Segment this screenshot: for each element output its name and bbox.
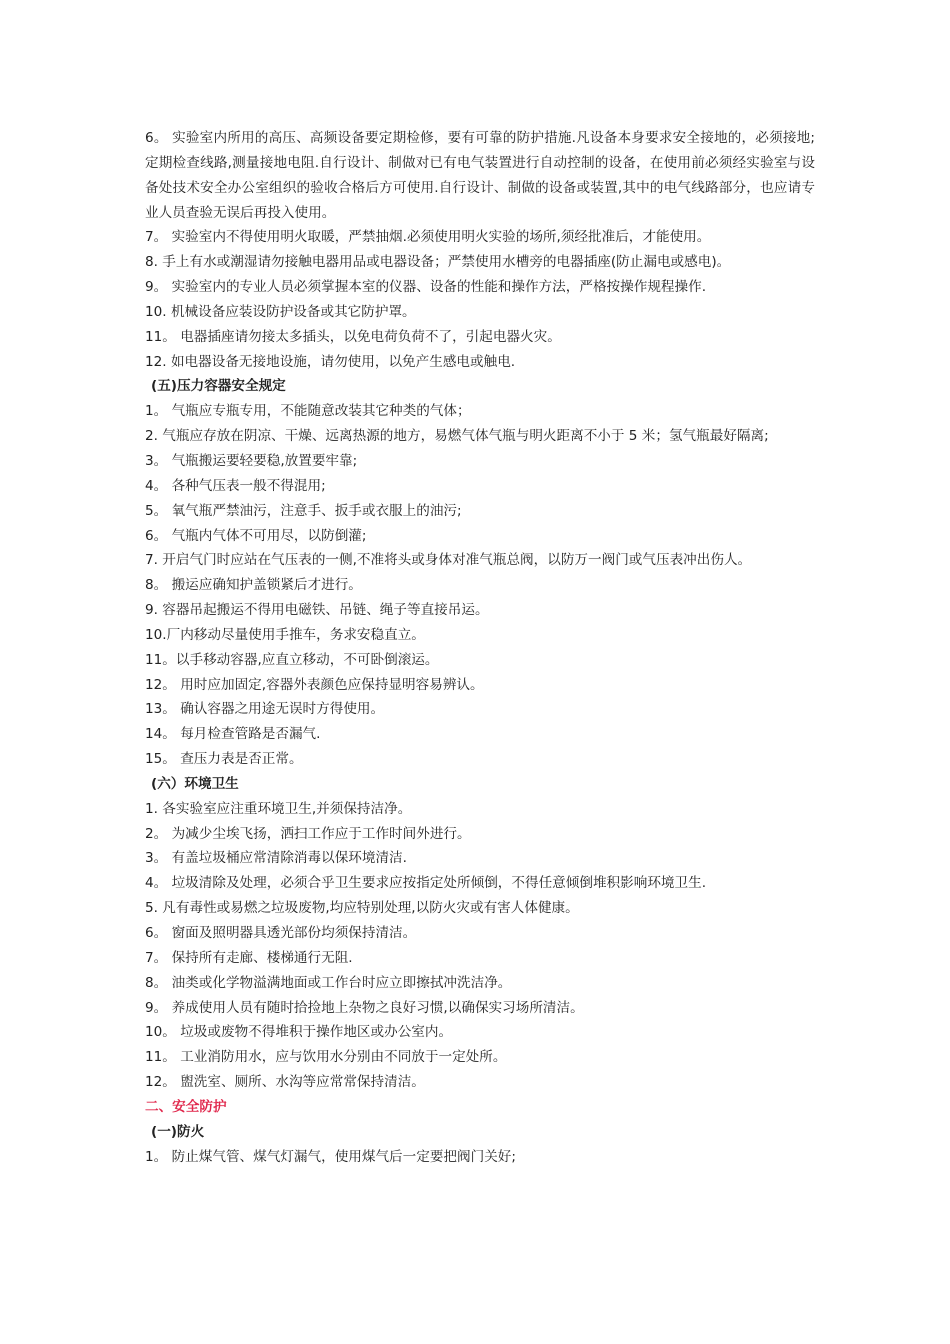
list-item: 5. 凡有毒性或易燃之垃圾废物,均应特别处理,以防火灾或有害人体健康。 bbox=[145, 900, 579, 917]
list-item: 9。 实验室内的专业人员必须掌握本室的仪器、设备的性能和操作方法，严格按操作规程操作. bbox=[145, 279, 707, 296]
list-item: 3。 有盖垃圾桶应常清除消毒以保环境清洁. bbox=[145, 850, 407, 867]
list-item: 1. 各实验室应注重环境卫生,并须保持洁净。 bbox=[145, 800, 412, 817]
list-item: 12。 盥洗室、厕所、水沟等应常常保持清洁。 bbox=[145, 1074, 425, 1091]
list-item: 13。 确认容器之用途无误时方得使用。 bbox=[145, 701, 385, 718]
list-item: 1。 气瓶应专瓶专用，不能随意改装其它种类的气体； bbox=[145, 403, 471, 420]
list-item: 4。 垃圾清除及处理，必须合乎卫生要求应按指定处所倾倒，不得任意倾倒堆积影响环境卫生. bbox=[145, 875, 707, 892]
list-item: 3。 气瓶搬运要轻要稳,放置要牢靠; bbox=[145, 452, 358, 469]
list-item: 7. 开启气门时应站在气压表的一侧,不准将头或身体对准气瓶总阀，以防万一阀门或气压表冲出伤人。 bbox=[145, 552, 752, 569]
list-item: 11。 电器插座请勿接太多插头，以免电荷负荷不了，引起电器火灾。 bbox=[145, 328, 561, 345]
list-item: 4。 各种气压表一般不得混用; bbox=[145, 477, 326, 494]
list-item: 7。 实验室内不得使用明火取暖，严禁抽烟.必须使用明火实验的场所,须经批准后，才能使用。 bbox=[145, 229, 711, 246]
section-heading: (一)防火 bbox=[151, 1123, 205, 1140]
list-item: 5。 氧气瓶严禁油污，注意手、扳手或衣服上的油污; bbox=[145, 502, 462, 519]
section-heading: (五)压力容器安全规定 bbox=[151, 378, 286, 395]
list-item: 6。 窗面及照明器具透光部份均须保持清洁。 bbox=[145, 925, 417, 941]
section-heading: (六）环境卫生 bbox=[151, 775, 239, 792]
list-item: 1。 防止煤气管、煤气灯漏气，使用煤气后一定要把阀门关好; bbox=[145, 1148, 516, 1165]
list-item: 12。 用时应加固定,容器外表颜色应保持显明容易辨认。 bbox=[145, 676, 484, 693]
list-item: 12. 如电器设备无接地设施，请勿使用，以免产生感电或触电. bbox=[145, 353, 516, 370]
chapter-heading: 二、安全防护 bbox=[145, 1098, 227, 1115]
list-item: 11。以手移动容器,应直立移动，不可卧倒滚运。 bbox=[145, 651, 439, 668]
list-item: 9. 容器吊起搬运不得用电磁铁、吊链、绳子等直接吊运。 bbox=[145, 602, 489, 619]
paragraph: 6。 实验室内所用的高压、高频设备要定期检修，要有可靠的防护措施.凡设备本身要求安全接地的，必须接地;定期检查线路,测量接地电阻.自行设计、制做对已有电气装置进行自动控制的设备，在使用前必须经实验室与设备处技术安全办公室组织的验收合格后方可使用.自行设计、制做的设备或装置,其中的电气线路部分，也应请专业人员查验无误后再投入使用。 bbox=[145, 130, 815, 221]
list-item: 8。 搬运应确知护盖锁紧后才进行。 bbox=[145, 577, 362, 594]
list-item: 10。 垃圾或废物不得堆积于操作地区或办公室内。 bbox=[145, 1024, 453, 1041]
list-item: 11。 工业消防用水，应与饮用水分别由不同放于一定处所。 bbox=[145, 1049, 507, 1066]
paragraph: 2. 气瓶应存放在阴凉、干燥、远离热源的地方，易燃气体气瓶与明火距离不小于 5 米；氢气瓶最好隔离; bbox=[145, 428, 769, 445]
document-body bbox=[145, 126, 815, 1169]
list-item: 8。 油类或化学物溢满地面或工作台时应立即擦拭冲洗洁净。 bbox=[145, 974, 512, 991]
list-item: 10. 机械设备应装设防护设备或其它防护罩。 bbox=[145, 303, 416, 320]
list-item: 10.厂内移动尽量使用手推车，务求安稳直立。 bbox=[145, 626, 425, 643]
list-item: 6。 气瓶内气体不可用尽，以防倒灌; bbox=[145, 527, 367, 544]
list-item: 14。 每月检查管路是否漏气. bbox=[145, 726, 321, 743]
list-item: 8. 手上有水或潮湿请勿接触电器用品或电器设备；严禁使用水槽旁的电器插座(防止漏电或感电)。 bbox=[145, 254, 731, 271]
list-item: 9。 养成使用人员有随时拾捡地上杂物之良好习惯,以确保实习场所清洁。 bbox=[145, 999, 584, 1016]
list-item: 2。 为减少尘埃飞扬，洒扫工作应于工作时间外进行。 bbox=[145, 825, 471, 842]
list-item: 15。 查压力表是否正常。 bbox=[145, 751, 303, 768]
list-item: 7。 保持所有走廊、楼梯通行无阻. bbox=[145, 949, 353, 966]
